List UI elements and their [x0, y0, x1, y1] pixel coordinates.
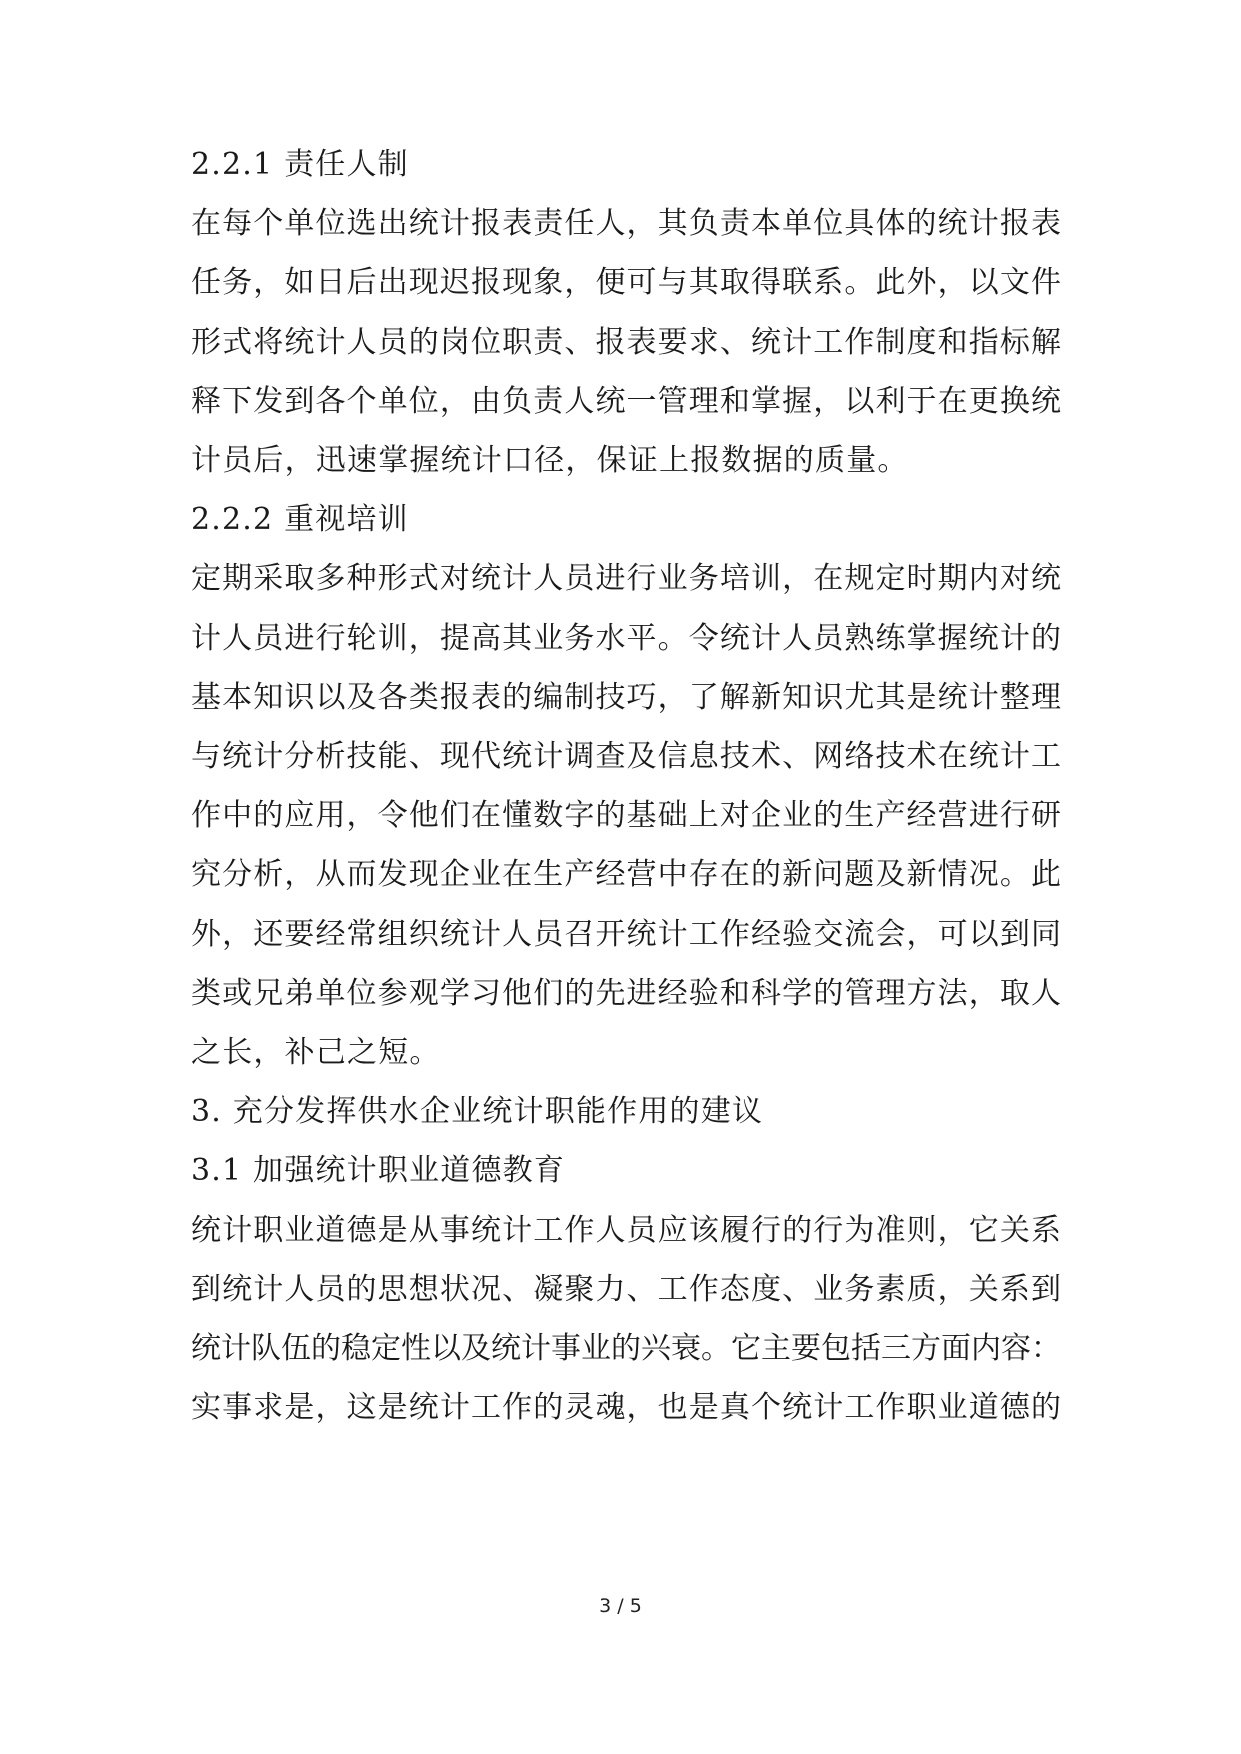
text-line: 类或兄弟单位参观学习他们的先进经验和科学的管理方法，取人: [191, 976, 1061, 1011]
text-line: 在每个单位选出统计报表责任人，其负责本单位具体的统计报表: [191, 206, 1061, 241]
text-line: 基本知识以及各类报表的编制技巧，了解新知识尤其是统计整理: [191, 680, 1061, 715]
text-line: 实事求是，这是统计工作的灵魂，也是真个统计工作职业道德的: [191, 1390, 1061, 1425]
text-line: 释下发到各个单位，由负责人统一管理和掌握，以利于在更换统: [191, 384, 1061, 419]
text-line: 3. 充分发挥供水企业统计职能作用的建议: [191, 1094, 764, 1129]
text-line: 到统计人员的思想状况、凝聚力、工作态度、业务素质，关系到: [191, 1272, 1061, 1307]
text-line: 与统计分析技能、现代统计调查及信息技术、网络技术在统计工: [191, 739, 1061, 774]
text-line: 3.1 加强统计职业道德教育: [191, 1153, 566, 1188]
text-line: 究分析，从而发现企业在生产经营中存在的新问题及新情况。此: [191, 857, 1061, 892]
text-line: 外，还要经常组织统计人员召开统计工作经验交流会，可以到同: [191, 917, 1061, 952]
text-line: 定期采取多种形式对统计人员进行业务培训，在规定时期内对统: [191, 561, 1061, 596]
text-line: 作中的应用，令他们在懂数字的基础上对企业的生产经营进行研: [191, 798, 1061, 833]
text-line: 任务，如日后出现迟报现象，便可与其取得联系。此外，以文件: [191, 265, 1061, 300]
text-line: 2.2.1 责任人制: [191, 147, 409, 182]
text-line: 形式将统计人员的岗位职责、报表要求、统计工作制度和指标解: [191, 325, 1061, 360]
text-line: 计人员进行轮训，提高其业务水平。令统计人员熟练掌握统计的: [191, 621, 1061, 656]
text-line: 之长，补己之短。: [191, 1035, 441, 1070]
text-line: 统计职业道德是从事统计工作人员应该履行的行为准则，它关系: [191, 1213, 1061, 1248]
text-line: 2.2.2 重视培训: [191, 502, 409, 537]
text-line: 统计队伍的稳定性以及统计事业的兴衰。它主要包括三方面内容：: [191, 1331, 1061, 1366]
page-number: 3 / 5: [599, 1595, 642, 1617]
text-line: 计员后，迅速掌握统计口径，保证上报数据的质量。: [191, 443, 909, 478]
